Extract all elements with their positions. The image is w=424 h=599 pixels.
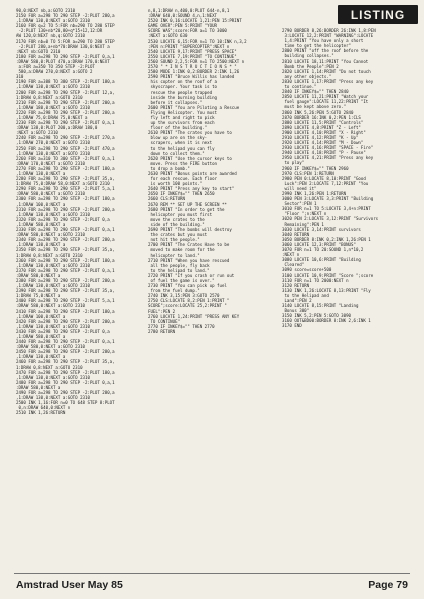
code-line: 2540 LOCATE 9,17:PRINT "PRESS SPACE" — [148, 48, 237, 54]
code-line: 2720 PRINT "If you crash or run out — [148, 272, 235, 278]
code-line: TO CONTINUE" — [148, 318, 181, 324]
code-line: 2530 LOCATE 6,15:FOR n=1 TO 10:INK n,3,2 — [148, 38, 247, 44]
code-line: must be kept above zero." — [282, 104, 347, 110]
section-tab-listing: LISTING — [338, 5, 418, 24]
code-line: to the helipad to land." — [148, 267, 210, 273]
code-line: for each rescue. Each floor — [148, 176, 218, 182]
code-line: 580,a:DRAW 270,0:NEXT a:GOTO 2 — [16, 69, 93, 75]
code-line: to continue." — [282, 84, 317, 90]
code-line: 3070 FOR n=1 TO 20:SOUND 1,n*10,2 — [282, 247, 364, 253]
code-line: any other objects." — [282, 73, 332, 79]
code-line: 2790 BORDER 8,26:BORDER 26:INK 1,8:PEN — [282, 28, 376, 33]
code-line: 2520 INK 0,16:LOCATE 1,21:PEN 15:PRINT — [148, 18, 242, 24]
code-line: 2590 PRINT "Bruce Willis has landed — [148, 74, 235, 80]
code-line: 2250 FOR a=298 TO 290 STEP -2:PLOT 470,a — [16, 145, 115, 151]
code-line: 2330 FOR a=298 TO 290 STEP -2:PLOT 0,a,1 — [16, 227, 115, 233]
code-line: 1:DRAW 0,8:NEXT a:GOTO 2310 — [16, 252, 83, 258]
code-line: 2240 FOR a=298 TO 290 STEP -2:PLOT 270,a — [16, 135, 115, 141]
code-line: 2840 IF INKEY$="" THEN 2840 — [282, 89, 349, 95]
code-line: ,1:DRAW 130,0:NEXT a:GOTO 2310 — [16, 150, 90, 156]
code-line: Land":PEN 2 — [282, 297, 312, 303]
code-line: 3090 score=score+500 — [282, 267, 332, 273]
code-line: 2380 FOR a=298 TO 290 STEP -2:PLOT 280,a — [16, 277, 115, 283]
code-line: will need it" — [282, 185, 317, 191]
code-line: 3130 INK 1,26:LOCATE 8,13:PRINT "Fly — [282, 287, 371, 293]
code-line: Cleared" — [282, 262, 305, 268]
code-line: 2300 FOR a=298 TO 290 STEP -2:PLOT 180,a — [16, 196, 115, 202]
code-line: of fuel the game is over." — [148, 277, 215, 283]
code-line: :PEN n:PRINT "SUPERCOPTER":NEXT n — [148, 43, 230, 49]
code-line: ,1:DRAW 130,0:NEXT a — [16, 171, 66, 176]
code-line: 1:DRAW 0,8:NEXT a:GOTO 2310 — [16, 94, 83, 100]
code-line: :NEXT nb:GOTO 2310 — [16, 48, 61, 54]
code-line: fly left and right to pick — [148, 114, 215, 120]
code-line: 2220 FOR a=298 TO 290 STEP -2:PLOT 280,a — [16, 109, 115, 115]
code-line: -2:PLOT 130+nb*20,80+q*15+12,12:DR — [16, 28, 103, 34]
code-line: ,1:DRAW 130,0:NEXT a — [16, 242, 66, 248]
code-line: Bomb the People":PEN 2 — [282, 63, 339, 69]
code-line: 1:DRAW 0,8:NEXT a:GOTO 2310 — [16, 364, 83, 370]
code-line: 2230 FOR a=298 TO 290 STEP -2:PLOT 0,a,1 — [16, 120, 115, 126]
code-line: Remaining":PEN 1 — [282, 221, 324, 227]
code-line: 2200 FOR a=298 TO 290 STEP -2:PLOT 12,a, — [16, 89, 115, 95]
code-line: 3:LOCATE 12,2:PRINT "WARNING":LOCATE — [282, 33, 374, 39]
code-line: to the helipad you can fly — [148, 145, 215, 151]
code-line: 2860 INK 5,26:PEN 5:GOTO 2840 — [282, 109, 354, 115]
code-line: 2550 LOCATE 7,19:PRINT "TO CONTINUE" — [148, 53, 237, 59]
code-line: skyscraper. Your task is to — [148, 84, 218, 90]
code-line: 2760 LOCATE 1,24:PRINT "PRESS ANY KEY — [148, 313, 240, 319]
code-line: 1:DRAW 75,0:DRAW 58,0:NEXT a:GOTO 2310 — [16, 181, 110, 187]
code-line: 2280 FOR a=298 TO 290 STEP -2:PLOT 35,a, — [16, 176, 115, 182]
code-line: 2400 FOR a=298 TO 290 STEP -2:PLOT 5,a,1 — [16, 298, 115, 304]
code-line: ,1:DRAW 75,0:DRAW 75,0:NEXT a — [16, 114, 88, 120]
code-line: :DRAW 580,0:NEXT a:GOTO 2310 — [16, 191, 86, 197]
code-line: 2580 MODE 1:INK 0,2:BORDER 2:INK 1,26 — [148, 69, 240, 75]
code-line: 2440 FOR a=298 TO 290 STEP -2:PLOT 0,a,1 — [16, 339, 115, 345]
code-line: the crates but you must — [148, 232, 208, 238]
code-line: ,1:DRAW 580,0:NEXT a — [16, 334, 66, 339]
code-line: 3020 PEN 2:LOCATE 3,12:PRINT "Survivors — [282, 216, 379, 222]
code-line: moved to make room for the — [148, 247, 215, 253]
code-line: 2660 CLS:RETURN — [148, 196, 185, 202]
code-line: 3050 BORDER 8:INK 0,2:INK 1,26:PEN 1 — [282, 236, 371, 242]
code-line: 2620 PRINT "Use the cursor keys to — [148, 155, 232, 161]
magazine-issue: Amstrad User May 85 — [16, 579, 123, 591]
code-line: 2160 FOR q=2 TO 5:FOR nb=290 TO 280 STEP — [16, 23, 115, 29]
code-line: 2290 FOR a=298 TO 290 STEP -2:PLOT 5,a,1 — [16, 186, 115, 192]
code-line: from the fuel dump." — [148, 288, 200, 294]
code-line: 2780 RETURN — [148, 328, 176, 334]
footer-rule — [14, 573, 410, 574]
code-line: 2600 PRINT "You are Piloting a Rescue — [148, 104, 240, 110]
code-line: building collapses." — [282, 53, 334, 59]
code-line: 2370 FOR a=298 TO 290 STEP -2:PLOT 0,a,1 — [16, 267, 115, 273]
code-line: 2970 CLS:PEN 1:RETURN — [282, 170, 334, 176]
code-line: to the Helipad and — [282, 292, 329, 298]
code-line: 2700 PRINT "The Crates Have to be — [148, 242, 230, 248]
code-line: SCORE WAS";score:FOR a=1 TO 3000 — [148, 28, 227, 34]
code-line: ,1:DRAW 100,0:NEXT a — [16, 201, 66, 207]
code-line: 2210 FOR a=298 TO 290 STEP -2:PLOT 200,a — [16, 99, 115, 105]
code-line: 2830 LOCATE 1,17:PRINT "Press any key — [282, 78, 374, 84]
page-footer — [0, 569, 424, 599]
code-line: 2190 FOR a=388 TO 380 STEP -2:PLOT 180,a — [16, 79, 115, 85]
code-line: 2880 LOCATE 11,5:PRINT "Controls" — [282, 119, 364, 125]
code-line: 310 — [16, 74, 24, 80]
code-line: ,1:DRAW 130,0:NEXT a:GOTO 2310 — [16, 283, 90, 289]
code-line: 2890 LOCATE 4,8:PRINT "Z - Left" — [282, 124, 361, 130]
code-line: 2570 " * I N S T R U C T I O N S * " — [148, 64, 237, 70]
code-line: SCORE";score:LOCATE 25,2:PRINT " — [148, 303, 227, 309]
code-line: 2420 FOR a=298 TO 290 STEP -2:PLOT 280,a — [16, 318, 115, 324]
listing-column-2 — [148, 8, 274, 565]
code-line: 3150 INK 5,2:PEN 5:GOTO 3090 — [282, 313, 352, 319]
code-line: FUEL":PEN 2 — [148, 308, 176, 314]
code-line: ,1:DRAW 130,0:NEXT a:GOTO 2310 — [16, 84, 90, 90]
code-line: scrapers, when it is next — [148, 140, 213, 146]
code-line: 3060 LOCATE 12,3:PRINT "BONUS" — [282, 241, 356, 247]
code-line: 2180 FOR a=298 TO 290 STEP -2:PLOT 0,a,1 — [16, 53, 115, 59]
listing-column-3 — [282, 28, 410, 565]
code-line: all the people, fly back — [148, 262, 210, 268]
code-line: ,1:DRAW 100,0:NEXT a — [16, 313, 66, 319]
code-line: GAME OVER":PEN 5:PRINT "YOUR — [148, 23, 218, 29]
code-line: 3120 RETURN — [282, 282, 310, 288]
listing-column-1 — [16, 8, 141, 565]
code-line: 2740 INK 3,15:PEN 3:GOTO 2570 — [148, 293, 220, 299]
code-line: 3170 END — [282, 323, 302, 329]
code-line: 3110 FOR n=1 TO 2000:NEXT n — [282, 277, 349, 283]
code-line: :DRAW 580,0:NEXT a:GOTO 2310 — [16, 344, 86, 350]
code-line: 1,4:PRINT "You have only a short — [282, 38, 364, 44]
code-line: 2460 FOR a=298 TO 290 STEP -2:PLOT 35,a, — [16, 359, 115, 365]
code-line: :NEXT a:GOTO 630 — [148, 33, 188, 39]
code-line: 2410 FOR a=298 TO 290 STEP -2:PLOT 180,a — [16, 308, 115, 314]
code-line: ,1:DRAW 580,0:NEXT a — [16, 221, 66, 227]
code-line: 2680 PRINT "In order to get the — [148, 206, 225, 212]
code-line: ,1:DRAW 130,0:NEXT a:GOTO 2310 — [16, 262, 90, 268]
code-line: 2910 LOCATE 4,12:PRINT "K - Up" — [282, 134, 359, 140]
code-line: inside the burning building — [148, 94, 218, 100]
code-line: 2560 SOUND 2,2,5:FOR n=1 TO 2500:NEXT n — [148, 58, 245, 64]
code-line: 2510 INK 1,26:RETURN — [16, 410, 66, 416]
code-line: 2950 LOCATE 4,21:PRINT "Press any key — [282, 155, 374, 161]
code-line: 2260 FOR a=310 TO 300 STEP -2:PLOT 0,a,1 — [16, 155, 115, 161]
code-line: 2170 FOR nb=0 TO 5:FOR a=290 TO 280 STEP — [16, 38, 115, 44]
code-line: :DRAW 580,0:NEXT a:GOTO 2310 — [16, 232, 86, 238]
code-line: time to get the helicopter" — [282, 43, 352, 49]
code-line: ,1:DRAW 270,0:NEXT a:GOTO 2310 — [16, 140, 90, 146]
code-line: 3080 LOCATE 10,6:PRINT "Building — [282, 257, 361, 263]
code-line: 2640 PRINT "Press any key to start" — [148, 186, 235, 192]
code-line: -2:PLOT 280,a+nb*70:DRAW 130,0:NEXT a — [16, 43, 110, 49]
code-line: up the survivors from each — [148, 120, 215, 126]
code-line: n,8,1:DRAW n,400,0:PLOT 644-n,8,1 — [148, 8, 230, 13]
code-line: Luck":PEN 2:LOCATE 7,12:PRINT "You — [282, 180, 369, 186]
code-line: not hit the people." — [148, 237, 200, 243]
code-line: 2810 LOCATE 18,11:PRINT "You Cannot — [282, 58, 369, 64]
code-line: is worth 100 points." — [148, 181, 203, 187]
code-line: 3000 PEN 3:LOCATE 3,3:PRINT "Building — [282, 196, 374, 202]
code-line: 2930 LOCATE 4,16:PRINT "SPACE - Fire" — [282, 145, 374, 151]
code-line: 2800 PRINT "off the roof before the — [282, 48, 369, 54]
code-line: 2940 LOCATE 4,18:PRINT "P - Pause" — [282, 150, 366, 156]
code-line: 2430 FOR a=298 TO 290 STEP -2:PLOT 0,a — [16, 328, 110, 334]
code-line: 2490 FOR a=298 TO 290 STEP -2:PLOT 280,a — [16, 390, 115, 396]
code-line: 2150 FOR a=298 TO 290 STEP -2:PLOT 280,a — [16, 13, 115, 19]
code-line: blow up are on the sky- — [148, 135, 208, 141]
code-line: a:FOR a=350 TO 350 STEP -2:PLOT — [16, 64, 95, 70]
code-line: 2990 INK 1,26:PEN 1:RETURN — [282, 191, 347, 196]
code-line: 2500 INK 1,16:FOR n=0 TO 648 STEP 8:PLOT — [16, 400, 115, 406]
code-line: Bonus 300" — [282, 308, 310, 314]
code-line: 2850 LOCATE 11,21:PRINT "Watch your — [282, 94, 369, 100]
code-line: his copter on the roof of a — [148, 79, 218, 85]
code-line: helicopter to land." — [148, 252, 200, 258]
code-line: 2870 BORDER 16:INK 0,2:PEN 1:CLS — [282, 114, 361, 120]
code-line: :DRAW 580,0:PLOT 470,a:DRAW 170,0:NEXT — [16, 58, 110, 64]
code-line: ,1:DRAW 130,0:NEXT a:GOTO 2310 — [16, 395, 90, 401]
code-line: :DRAW 580,0:NEXT a — [16, 384, 61, 390]
code-line: 3100 LOCATE 10,9:PRINT "Score ";score — [282, 272, 374, 278]
code-line: 2610 PRINT "The crates you have to — [148, 130, 232, 136]
code-line: 3040 RETURN — [282, 231, 310, 237]
code-line: 2310 FOR a=298 TO 290 STEP -2:PLOT 280,a — [16, 206, 115, 212]
code-line: 1:DRAW 75,0:NEXT a — [16, 293, 61, 299]
code-line: 2270 FOR a=298 TO 290 STEP -2:PLOT 180,a — [16, 165, 115, 171]
code-line: 2900 LOCATE 4,10:PRINT "X - Right" — [282, 129, 366, 135]
code-line: 2960 IF INKEY$="" THEN 2960 — [282, 165, 349, 171]
code-line: 2450 FOR a=298 TO 290 STEP -2:PLOT 280,a — [16, 349, 115, 355]
code-line: 2770 IF INKEY$="" THEN 2770 — [148, 323, 215, 329]
code-line: 3030 LOCATE 3,14:PRINT survivors — [282, 226, 361, 232]
code-line: 2630 PRINT "Bonus points are awarded — [148, 171, 237, 176]
code-line: 3010 FOR n=1 TO 5:LOCATE 3,4+n:PRINT — [282, 206, 371, 212]
code-line: 2480 FOR a=298 TO 290 STEP -2:PLOT 0,a,1 — [16, 379, 115, 385]
code-line: 2710 PRINT "When you have rescued — [148, 257, 230, 263]
code-line: move. Press the FIRE button — [148, 160, 218, 166]
code-line: floor of the building." — [148, 125, 208, 131]
code-line: 2340 FOR a=298 TO 290 STEP -2:PLOT 280,a — [16, 237, 115, 243]
code-line: before it collapses." — [148, 99, 203, 105]
code-line: 2350 FOR a=298 TO 290 STEP -2:PLOT 35,a, — [16, 247, 115, 253]
code-line: down to collect them." — [148, 150, 205, 156]
code-line: ,1:DRAW 130,0:NEXT a:GOTO 2310 — [16, 323, 90, 329]
code-line: :DRAW 580,0:NEXT a — [16, 272, 61, 278]
code-line: :DRAW 170,0:NEXT a:GOTO 2310 — [16, 160, 86, 166]
code-line: :DRAW 640,0:SOUND 4,n,1:NEXT — [148, 13, 218, 19]
code-line: 2690 PRINT "The bombs will destroy — [148, 227, 232, 233]
code-line: ,1:DRAW 130,0:NEXT a:GOTO 2310 — [16, 211, 90, 217]
code-line: 90,0:NEXT nb,a:GOTO 2310 — [16, 8, 76, 13]
code-line: :NEXT a:GOTO 2310 — [16, 130, 58, 136]
code-line: 2650 IF INKEY$="" THEN 2650 — [148, 191, 215, 197]
code-line: rescue the people trapped — [148, 89, 213, 95]
code-line: 2820 LOCATE 1,14:PRINT "Do not touch — [282, 68, 371, 74]
code-line: :DRAW 138,0:PLOT 200,a:DRAW 180,0 — [16, 125, 98, 131]
code-line: 2730 PRINT "You can pick up fuel — [148, 283, 227, 289]
code-line: :DRAW 580,0:NEXT a:GOTO 2310 — [16, 303, 86, 309]
code-line: 0,n:DRAW 640,0:NEXT n — [16, 405, 71, 411]
code-line: to drop a bomb." — [148, 165, 190, 171]
code-line: AW 120,0:NEXT nb,q:GOTO 2310 — [16, 33, 86, 39]
code-line: ,1:DRAW 130,0:NEXT a:GOTO 2310 — [16, 18, 90, 24]
code-line: Sector":PEN 1 — [282, 201, 317, 207]
code-line: fuel gauge":LOCATE 11,22:PRINT "It — [282, 99, 369, 105]
code-line: ,1:DRAW 180,0:NEXT a:GOTO 2310 — [16, 104, 90, 110]
code-line: 2670 REM ** SET UP THE SCREEN ** — [148, 201, 227, 207]
page-number: Page 79 — [368, 579, 408, 591]
code-line: 2390 FOR a=298 TO 290 STEP -2:PLOT 35,a, — [16, 288, 115, 294]
code-line: "Floor ";n:NEXT n — [282, 211, 327, 217]
code-line: :NEXT n — [282, 252, 300, 258]
code-line: 3160 OUT&BD00:BORDER 8:INK 2,6:INK 1 — [282, 318, 371, 324]
code-line: ,1:DRAW 130,0:NEXT a:GOTO 2310 — [16, 374, 90, 380]
code-line: 2360 FOR a=298 TO 290 STEP -2:PLOT 180,a — [16, 257, 115, 263]
code-line: side of the building." — [148, 221, 205, 227]
code-line: helicopter you must first — [148, 211, 213, 217]
code-line: Flying Helicopter. You must — [148, 109, 218, 115]
code-line: ,1:DRAW 130,0:NEXT a — [16, 354, 66, 360]
code-line: 2980 PEN 0:LOCATE 8,10:PRINT "Good — [282, 175, 366, 181]
code-line: 3140 LOCATE 8,15:PRINT "Landing — [282, 303, 359, 309]
code-line: 2470 FOR a=298 TO 290 STEP -2:PLOT 180,a — [16, 369, 115, 375]
code-line: to play" — [282, 160, 305, 166]
code-line: 2320 FOR a=298 TO 290 STEP -2:PLOT 0,a — [16, 216, 110, 222]
code-line: move the crates to the — [148, 216, 205, 222]
code-line: 2750 CLS:LOCATE 8,2:PEN 1:PRINT " — [148, 298, 230, 304]
code-line: 2920 LOCATE 4,14:PRINT "M - Down" — [282, 140, 364, 146]
